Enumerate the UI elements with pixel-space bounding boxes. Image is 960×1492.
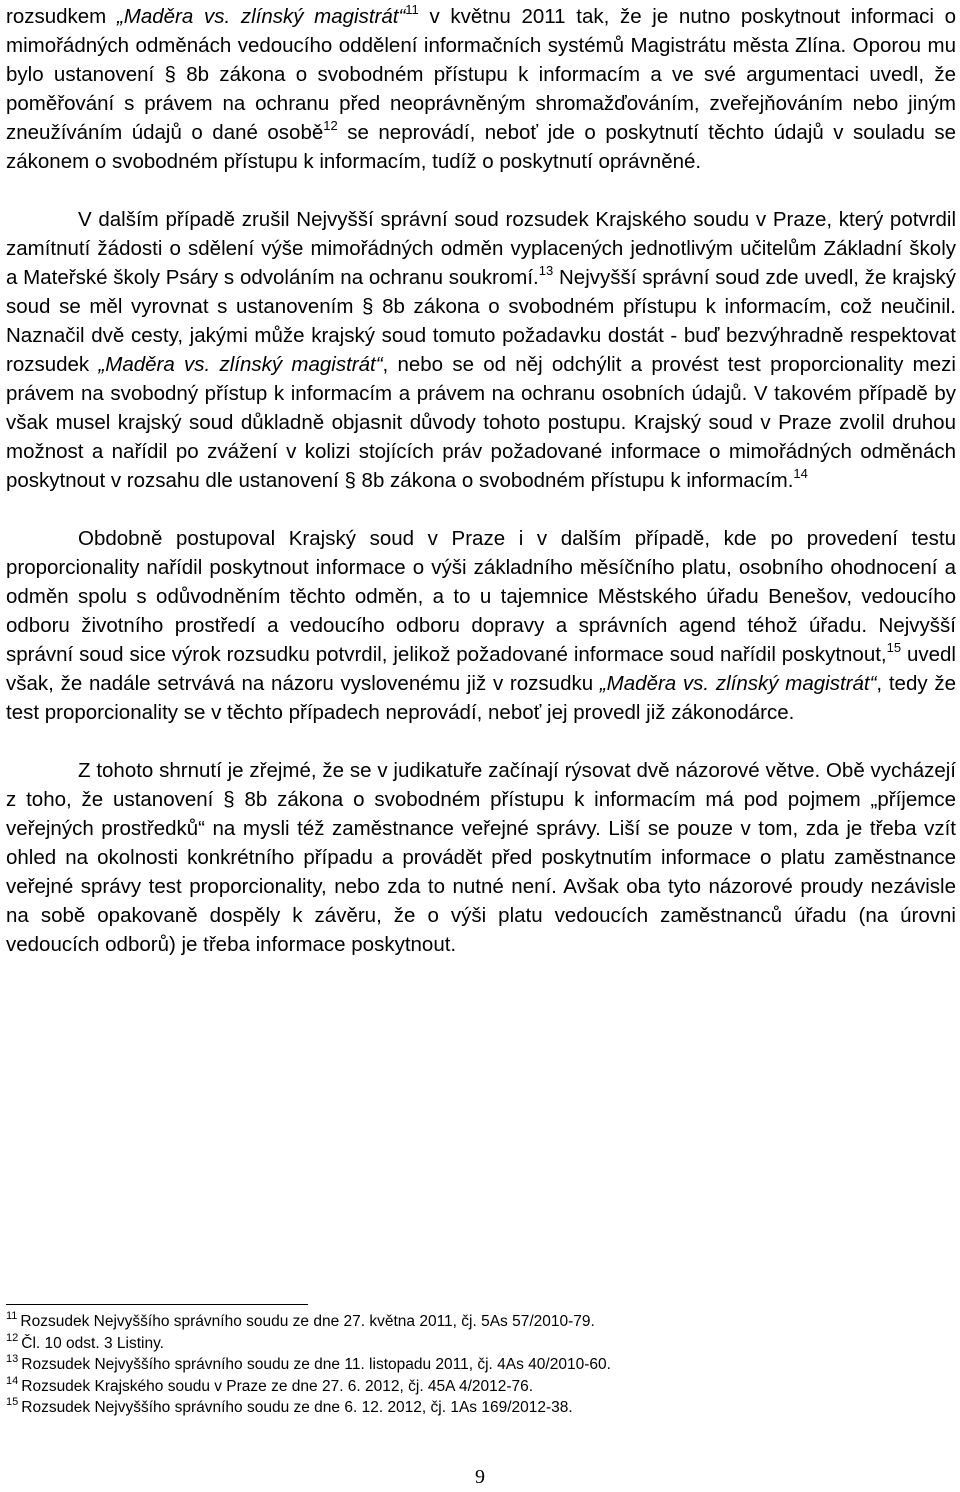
footnote-separator (6, 1304, 308, 1305)
footnote-13 (6, 1354, 956, 1376)
paragraph-2 (6, 205, 956, 495)
footnote-number: 13 (6, 1353, 19, 1365)
paragraph-2-text-b: Nejvyšší správní soud zde uvedl, že krajský soud se měl vyrovnat s ustanovením § 8b zákona o svobodném přístupu k informacím, což neučinil. Naznačil dvě cesty, jakými může krajský soud tomuto požadavku dostát - buď bezvýhradně respektovat rozsudek (6, 266, 956, 376)
paragraph-1 (6, 2, 956, 176)
footnotes-section (6, 1304, 956, 1419)
footnote-14 (6, 1376, 956, 1398)
document-page (6, 0, 956, 959)
case-name: „Maděra vs. zlínský magistrát“ (599, 672, 877, 695)
case-name: „Maděra vs. zlínský magistrát“ (116, 5, 406, 28)
paragraph-2-text-a: V dalším případě zrušil Nejvyšší správní soud rozsudek Krajského soudu v Praze, který potvrdil zamítnutí žádosti o sdělení výše mimořádných odměn vyplacených jednotlivým učitelům Základní školy a Mateřské školy Psáry s odvoláním na ochranu soukromí. (6, 208, 956, 289)
case-name: „Maděra vs. zlínský magistrát“ (98, 353, 383, 376)
footnote-ref-12[interactable]: 12 (323, 118, 338, 133)
paragraph-1-text-b: v květnu 2011 tak, že je nutno poskytnout informaci o mimořádných odměnách vedoucího oddělení informačních systémů Magistrátu města Zlína. Oporou mu bylo ustanovení § 8b zákona o svobodném přístupu k informacím a ve své argumentaci uvedl, že poměřování s právem na ochranu před neoprávněným shromažďováním, zveřejňováním nebo jiným zneužíváním údajů o dané osobě (6, 5, 956, 144)
paragraph-2-text-c: , nebo se od něj odchýlit a provést test proporcionality mezi právem na svobodný přístup k informacím a právem na ochranu osobních údajů. V takovém případě by však musel krajský soud důkladně objasnit důvody tohoto postupu. Krajský soud v Praze zvolil druhou možnost a nařídil po zvážení v kolizi stojících práv požadované informace o mimořádných odměnách poskytnout v rozsahu dle ustanovení § 8b zákona o svobodném přístupu k informacím. (6, 353, 956, 492)
paragraph-3-text-c: , tedy že test proporcionality se v těchto případech neprovádí, neboť jej provedl již zákonodárce. (6, 672, 956, 724)
footnote-number: 12 (6, 1331, 19, 1344)
paragraph-3-text-b: uvedl však, že nadále setrvává na názoru vyslovenému již v rozsudku (6, 643, 956, 695)
footnote-text: Rozsudek Nejvyššího správního soudu ze dne 27. května 2011, čj. 5As 57/2010-79. (20, 1313, 595, 1330)
footnote-ref-13[interactable]: 13 (538, 263, 554, 278)
footnote-number: 14 (6, 1374, 19, 1387)
footnote-text: Rozsudek Krajského soudu v Praze ze dne 27. 6. 2012, čj. 45A 4/2012-76. (21, 1377, 534, 1395)
footnote-11 (6, 1311, 956, 1333)
paragraph-3-text-a: Obdobně postupoval Krajský soud v Praze i v dalším případě, kde po provedení testu proporcionality nařídil poskytnout informace o výši základního měsíčního platu, osobního ohodnocení a odměn spolu s odůvodněním těchto odměn, a to u tajemnice Městského úřadu Benešov, vedoucího odboru životního prostředí a vedoucího odboru dopravy a správních agend téhož úřadu. Nejvyšší správní soud sice výrok rozsudku potvrdil, jelikož požadované informace soud nařídil poskytnout, (6, 527, 956, 666)
footnote-ref-11[interactable]: 11 (405, 2, 419, 17)
paragraph-4: Z tohoto shrnutí je zřejmé, že se v judikatuře začínají rýsovat dvě názorové větve. Obě vycházejí z toho, že ustanovení § 8b zákona o svobodném přístupu k informacím má pod pojmem „příjemce veřejných prostředků“ na mysli též zaměstnance veřejné správy. Liší se pouze v tom, zda je třeba vzít ohled na okolnosti konkrétního případu a provádět před poskytnutím informace o platu zaměstnance veřejné správy test proporcionality, nebo zda to nutné není. Avšak oba tyto názorové proudy nezávisle na sobě opakovaně dospěly k závěru, že o výši platu vedoucích zaměstnanců úřadu (na úrovni vedoucích odborů) je třeba informace poskytnout. (6, 759, 956, 956)
footnote-ref-15[interactable]: 15 (886, 640, 902, 655)
footnote-12 (6, 1333, 956, 1355)
paragraph-3 (6, 524, 956, 727)
footnote-text: Rozsudek Nejvyššího správního soudu ze dne 6. 12. 2012, čj. 1As 169/2012-38. (21, 1399, 573, 1416)
paragraph-1-text-a: rozsudkem (6, 5, 117, 28)
footnote-ref-14[interactable]: 14 (793, 466, 808, 481)
footnote-number: 15 (6, 1396, 19, 1408)
footnote-15 (6, 1397, 956, 1419)
footnote-text: Rozsudek Nejvyššího správního soudu ze dne 11. listopadu 2011, čj. 4As 40/2010-60. (21, 1356, 611, 1373)
page-number: 9 (475, 1466, 485, 1488)
paragraph-1-text-c: se neprovádí, neboť jde o poskytnutí těchto údajů v souladu se zákonem o svobodném přístupu k informacím, tudíž o poskytnutí oprávněné. (6, 121, 956, 173)
footnote-text: Čl. 10 odst. 3 Listiny. (21, 1334, 164, 1352)
footnote-number: 11 (6, 1310, 18, 1322)
